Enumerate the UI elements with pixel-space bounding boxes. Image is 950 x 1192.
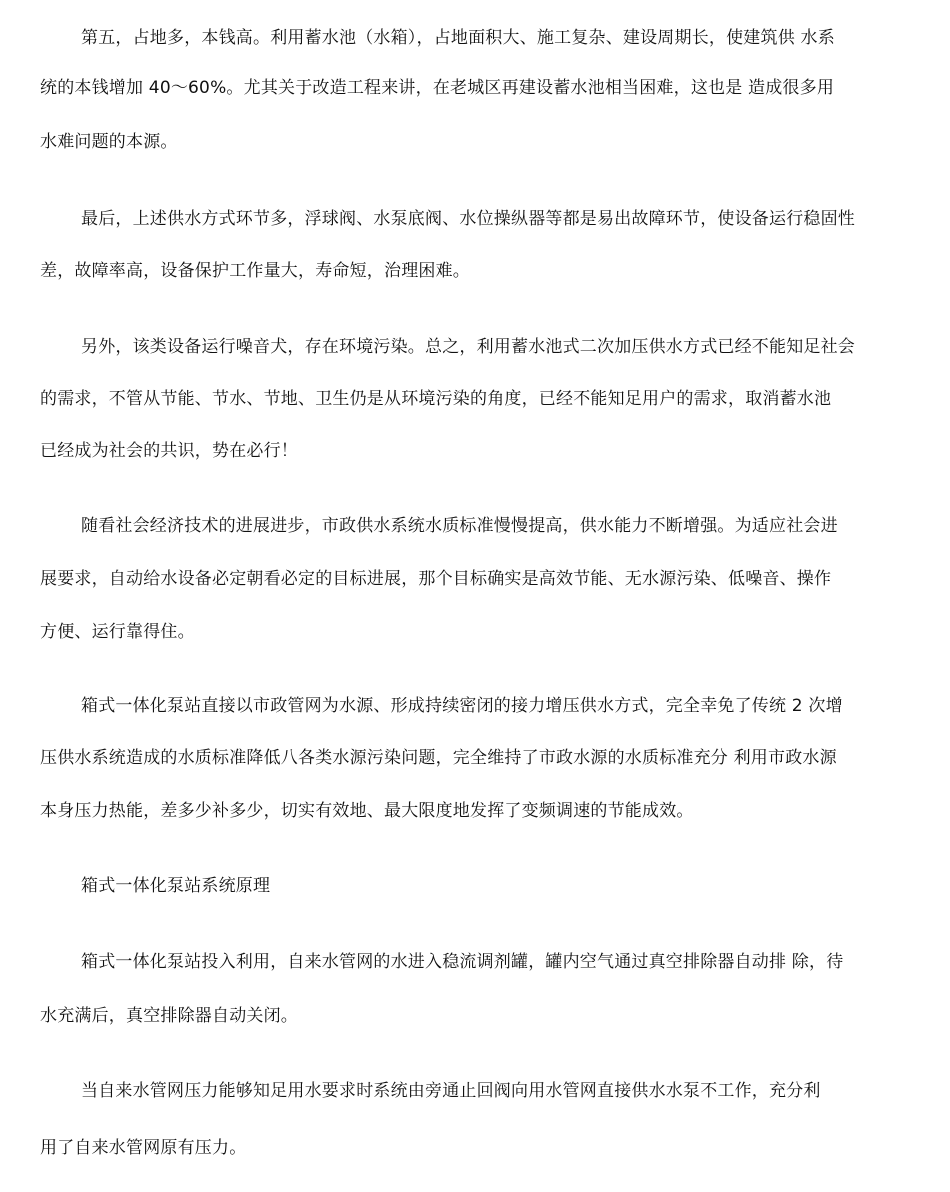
- paragraph-7-line-1: 箱式一体化泵站投入利用，自来水管网的水进入稳流调剂罐，罐内空气通过真空排除器自动排 除，待: [81, 952, 844, 972]
- paragraph-2-line-2: 差，故障率高，设备保护工作量大，寿命短，治理困难。: [40, 261, 470, 281]
- paragraph-1-line-3: 水难问题的本源。: [40, 132, 178, 152]
- paragraph-4-line-3: 方便、运行靠得住。: [40, 622, 195, 642]
- paragraph-4-line-2: 展要求，自动给水设备必定朝看必定的目标进展，那个目标确实是高效节能、无水源污染、低噪音、操作: [40, 569, 832, 589]
- paragraph-8-line-2: 用了自来水管网原有压力。: [40, 1138, 247, 1158]
- paragraph-1-line-1: 第五，占地多，本钱高。利用蓄水池（水箱），占地面积大、施工复杂、建设周期长，使建筑供 水系: [81, 28, 835, 48]
- paragraph-4-line-1: 随看社会经济技术的进展进步，市政供水系统水质标准慢慢提高，供水能力不断增强。为适应社会进: [81, 516, 838, 536]
- paragraph-7-line-2: 水充满后，真空排除器自动关闭。: [40, 1006, 298, 1026]
- paragraph-2-line-1: 最后，上述供水方式环节多，浮球阀、水泵底阀、水位操纵器等都是易出故障环节，使设备运行稳固性: [81, 209, 855, 229]
- paragraph-3-line-1: 另外，该类设备运行噪音犬，存在环境污染。总之，利用蓄水池式二次加压供水方式已经不能知足社会: [81, 337, 855, 357]
- paragraph-5-line-2: 压供水系统造成的水质标准降低八各类水源污染问题，完全维持了市政水源的水质标准充分 利用市政水源: [40, 748, 837, 768]
- paragraph-5-line-1: 箱式一体化泵站直接以市政管网为水源、形成持续密闭的接力增压供水方式，完全幸免了传统 2 次增: [81, 696, 843, 716]
- paragraph-5-line-3: 本身压力热能，差多少补多少，切实有效地、最大限度地发挥了变频调速的节能成效。: [40, 801, 694, 821]
- paragraph-1-line-2: 统的本钱增加 40～60%。尤其关于改造工程来讲，在老城区再建设蓄水池相当困难，这也是 造成很多用: [40, 78, 835, 98]
- section-heading-system-principle: 箱式一体化泵站系统原理: [81, 876, 271, 896]
- paragraph-8-line-1: 当自来水管网压力能够知足用水要求时系统由旁通止回阀向用水管网直接供水水泵不工作，充分利: [81, 1081, 821, 1101]
- paragraph-3-line-2: 的需求，不管从节能、节水、节地、卫生仍是从环境污染的角度，已经不能知足用户的需求，取消蓄水池: [40, 389, 832, 409]
- paragraph-3-line-3: 已经成为社会的共识，势在必行！: [40, 441, 298, 461]
